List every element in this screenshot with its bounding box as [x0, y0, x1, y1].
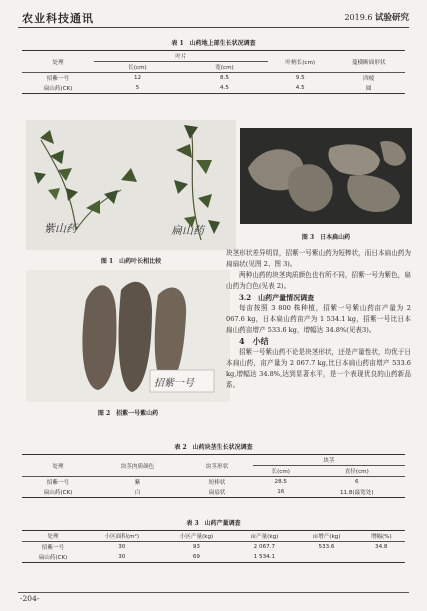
table-row [22, 542, 405, 553]
table1-header-vine: 蔓横断面形状 [333, 51, 405, 73]
table1-cell: 4.5 [295, 85, 305, 91]
table1-header-cultivar: 处理 [22, 51, 94, 73]
table1-cell: 5 [135, 85, 140, 91]
table2-header-cultivar: 处理 [22, 455, 94, 477]
table2-cell: 短棒状 [208, 480, 226, 486]
figure1-label-left: 紫山药 [44, 222, 77, 235]
table1-header-leaf: 叶片 [94, 51, 268, 62]
paragraph: 每亩按照 3 800 株种植，招紫一号紫山药亩产量为 2 067.6 kg，日本扁山药亩产为 1 534.1 kg，招紫一号比日本扁山药亩增产 533.6 kg，增幅达 34.8%(见表3)。 [226, 304, 411, 334]
figure2-caption: 图 2 招紫一号紫山药 [97, 410, 159, 417]
body-text [226, 248, 411, 391]
table1-header-petiole: 叶柄长(cm) [268, 51, 333, 73]
figure2-photo [26, 270, 230, 402]
table-row [22, 83, 405, 94]
table3-cell: 30 [118, 544, 126, 550]
table2-cell: 扁扇状 [208, 490, 226, 496]
table-row [22, 552, 405, 563]
table1 [22, 50, 405, 94]
table2-cell: 16 [277, 489, 285, 495]
table2 [22, 454, 405, 498]
table1-cell: 扁山药(CK) [43, 86, 73, 92]
table1-caption: 表 1 山药地上部生长状况调查 [171, 40, 256, 47]
figure1-caption: 图 1 山药叶长相比较 [100, 258, 162, 265]
flat-yam-image [240, 128, 412, 224]
table3-cell [358, 552, 405, 563]
figure2-label: 招紫一号 [154, 378, 194, 389]
table2-caption: 表 2 山药块茎生长状况调查 [174, 444, 253, 451]
table2-cell: 28.5 [274, 479, 287, 485]
table-row [22, 487, 405, 498]
table2-cell: 紫 [134, 480, 141, 486]
table3-cell: 招紫一号 [41, 545, 65, 551]
table3-cell: 1 534.1 [253, 554, 276, 560]
table2-cell: 11.8(最宽处) [339, 490, 374, 496]
table3-header: 亩产量(kg) [250, 534, 279, 540]
section-heading: 4 小结 [239, 336, 269, 346]
table1-cell: 12 [133, 75, 142, 81]
table3-header: 处理 [47, 534, 59, 540]
table2-cell: 招紫一号 [46, 480, 70, 486]
header-rule [18, 27, 409, 28]
table1-cell: 8.5 [220, 75, 229, 81]
table2-header-diam: 直径(cm) [344, 469, 369, 475]
table3-header: 增幅(%) [370, 534, 392, 540]
table3-cell: 69 [192, 554, 200, 560]
table3-header: 小区面积(m²) [104, 534, 140, 540]
table2-header-shape: 块茎形状 [181, 455, 253, 477]
table1-header-length: 长(cm) [128, 65, 147, 71]
table1-header-width: 宽(cm) [215, 65, 234, 71]
table3-cell: 2 067.7 [253, 544, 276, 550]
table1-cell: 4.5 [220, 85, 229, 91]
table1-cell: 9.5 [295, 75, 305, 81]
table2-cell: 白 [134, 490, 141, 496]
table3-cell: 30 [118, 554, 126, 560]
figure1-label-right: 扁山药 [171, 224, 204, 237]
table-row [22, 73, 405, 84]
paragraph: 招紫一号紫山药不论是块茎形状，还是产量性状，均优于日本扁山药，亩产量为 2 067.7 kg,比日本扁山药亩增产 533.6 kg,增幅达 34.8%,达到显著水平，是一个表现优良的山药新品系。 [226, 348, 411, 389]
table-row [22, 477, 405, 488]
footer-rule [18, 592, 409, 593]
table3-cell: 扁山药(CK) [38, 555, 68, 561]
table3-caption: 表 3 山药产量调查 [186, 520, 241, 527]
page-number: -204- [20, 594, 40, 603]
figure3-photo [240, 128, 412, 224]
table1-cell: 圆 [365, 86, 372, 92]
table3-cell: 34.8 [375, 544, 388, 550]
table2-header-length: 长(cm) [271, 469, 290, 475]
table3-header: 亩增产(kg) [312, 534, 341, 540]
table2-header-color: 块茎肉质颜色 [94, 455, 181, 477]
table3-cell [295, 552, 357, 563]
table3 [22, 530, 405, 563]
paragraph: 块茎形状差异明显，招紫一号紫山药为短棒状，而日本扁山药为扁扇状(见图 2、图 3)。 [226, 249, 411, 268]
table1-cell: 四棱 [363, 76, 375, 82]
figure3-caption: 图 3 日本扁山药 [301, 234, 351, 241]
figure1-photo [26, 120, 236, 250]
journal-title: 农业科技通讯 [22, 12, 94, 25]
table3-cell: 93 [192, 544, 200, 550]
table2-header-tuber: 块茎 [253, 455, 405, 466]
table3-header: 小区产量(kg) [179, 534, 214, 540]
paragraph: 两种山药的块茎肉质颜色也有所不同，招紫一号为紫色，扁山药为白色(见表 2)。 [226, 271, 411, 290]
column-name: 试验研究 [374, 13, 409, 23]
purple-yam-image [26, 270, 230, 402]
section-heading: 3.2 山药产量情况调查 [239, 293, 315, 302]
table2-cell: 6 [354, 479, 359, 485]
issue-number: 2019.6 [344, 13, 373, 22]
issue-info [344, 11, 409, 23]
table1-cell: 招紫一号 [46, 76, 70, 82]
table2-cell: 扁山药(CK) [43, 490, 73, 496]
table3-cell: 533.6 [318, 544, 335, 550]
